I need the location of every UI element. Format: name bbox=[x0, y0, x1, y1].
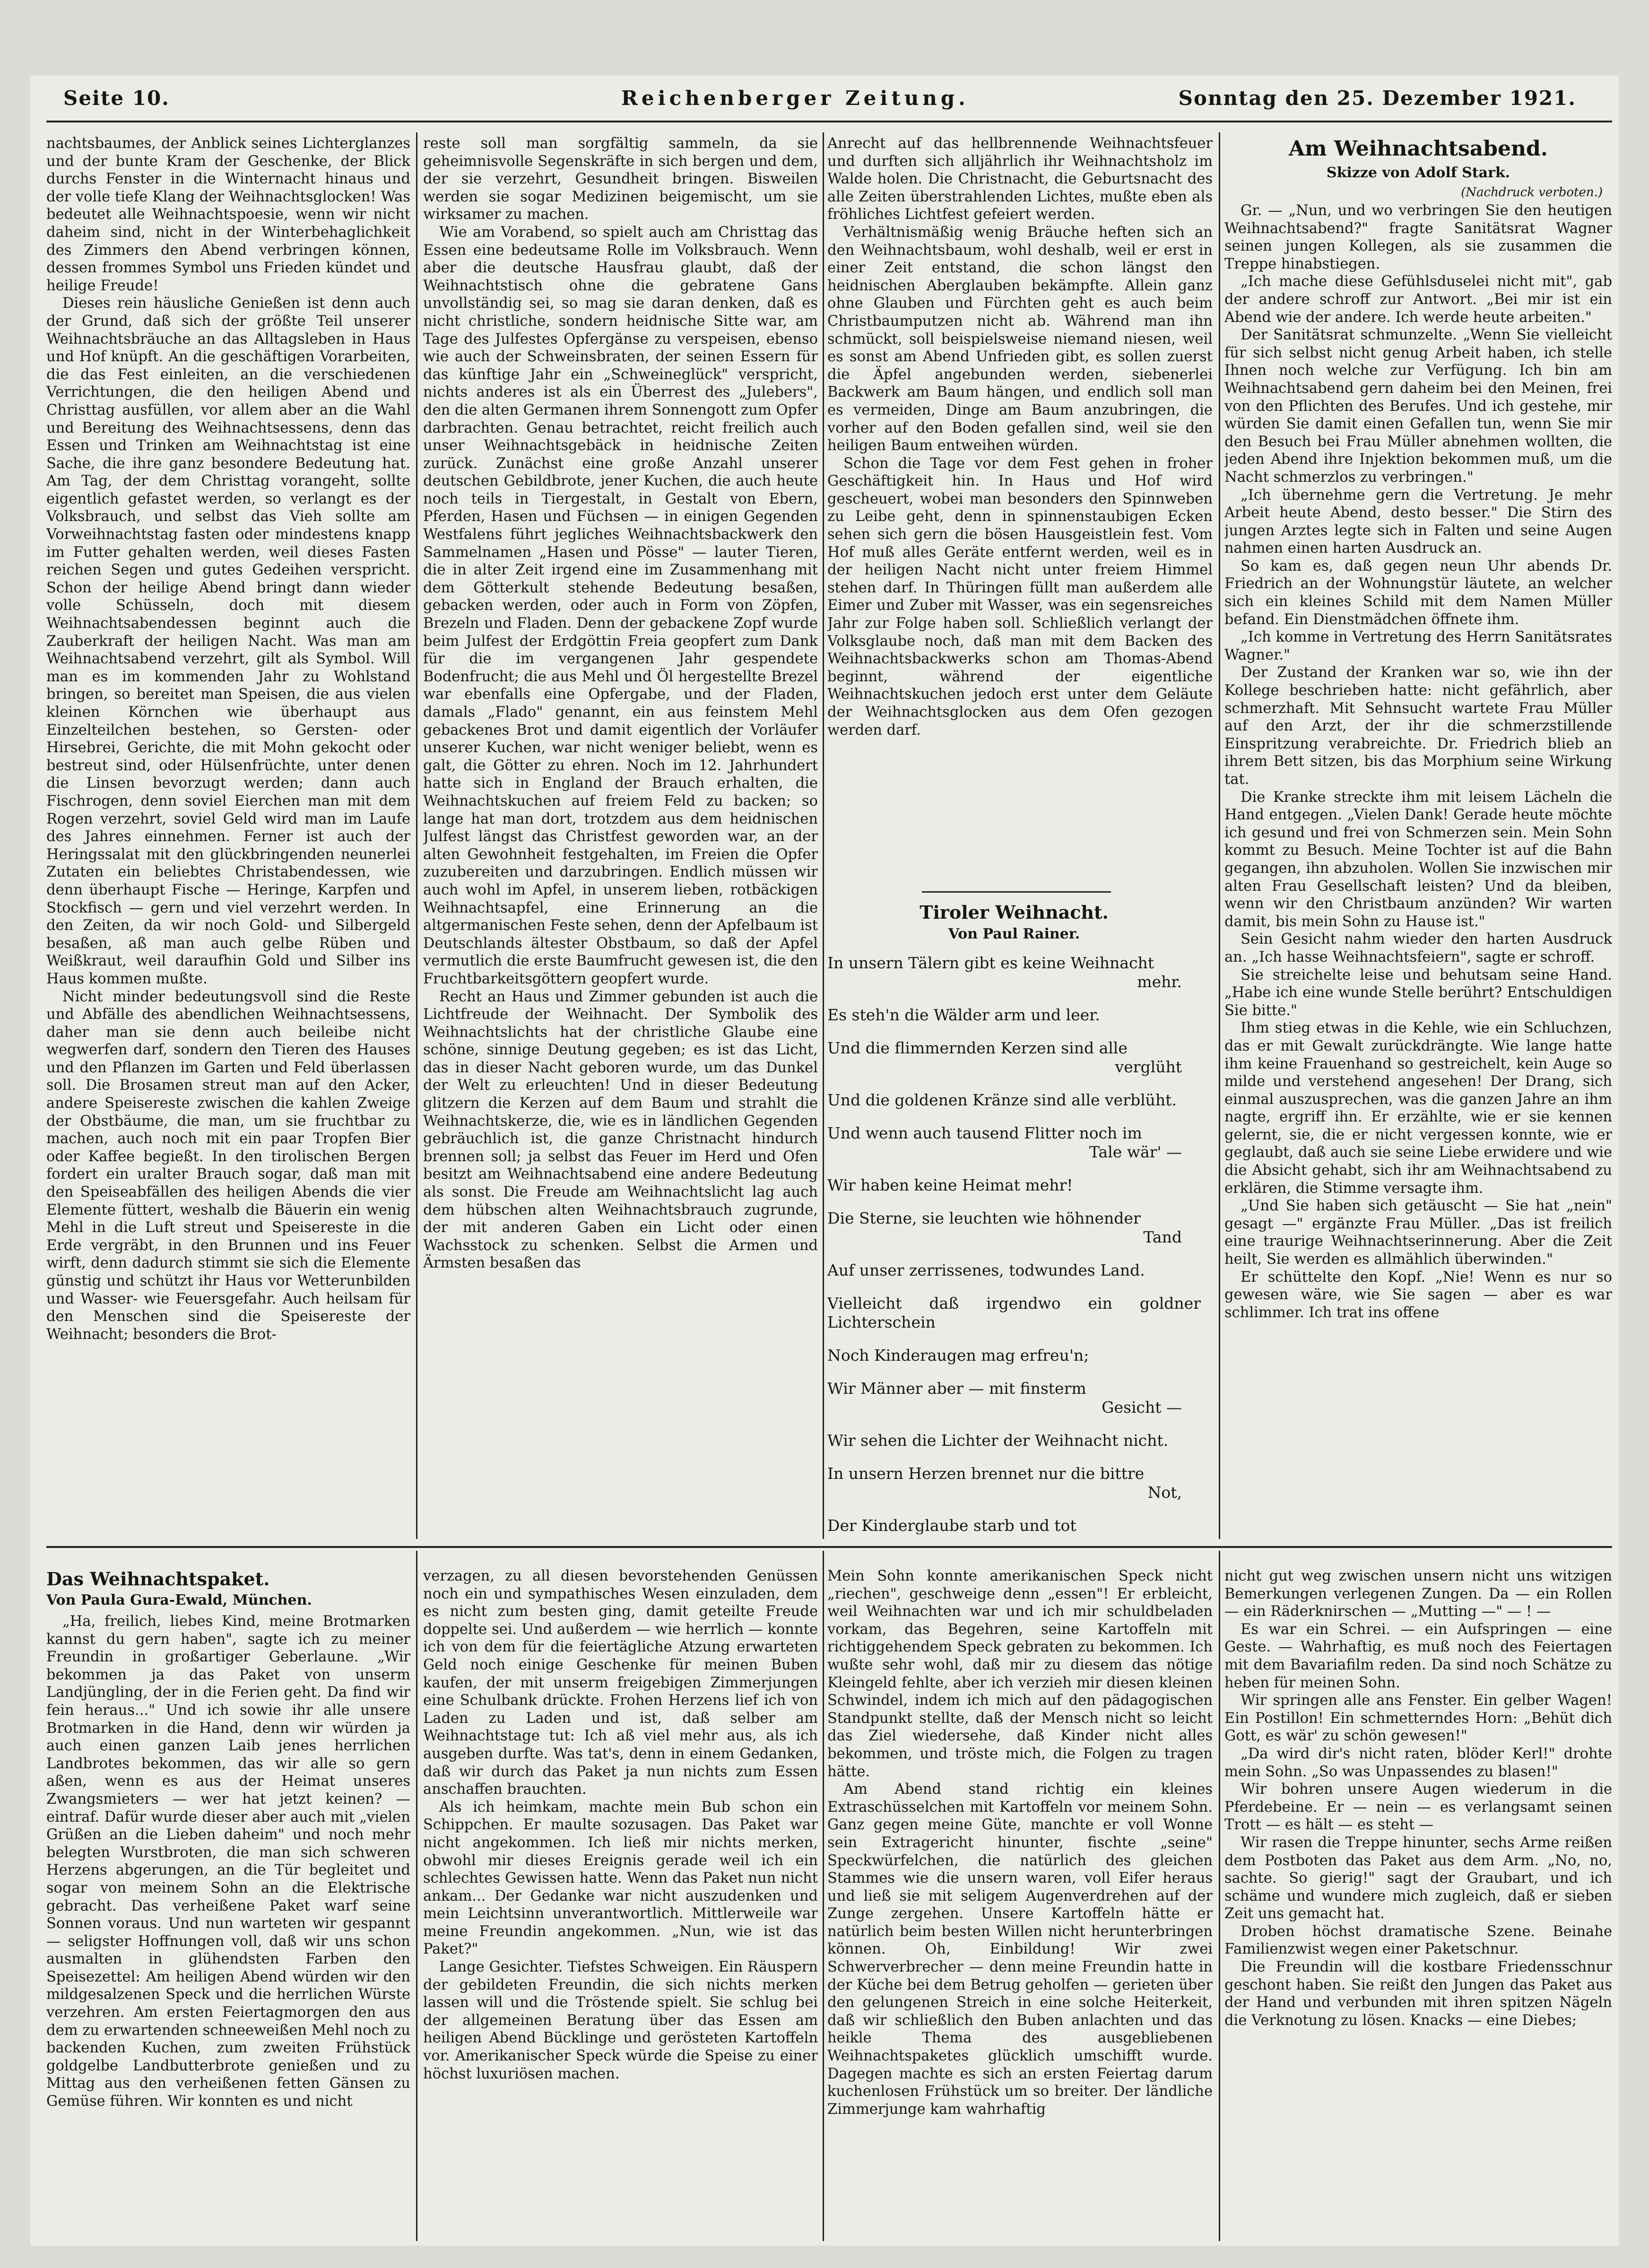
story-body bbox=[1224, 202, 1612, 1321]
poem-line-text: Auf unser zerrissenes, todwundes Land. bbox=[827, 1261, 1145, 1279]
poem-line bbox=[827, 1294, 1201, 1332]
poem-line-continuation: Gesicht — bbox=[1102, 1398, 1182, 1416]
story-title: Das Weihnachtspaket. bbox=[46, 1568, 270, 1590]
column-rule bbox=[1219, 1551, 1220, 2241]
poem-line bbox=[827, 1431, 1201, 1450]
poem-line-continuation: Tale wär' — bbox=[1089, 1143, 1182, 1161]
paragraph: Wir rasen die Treppe hinunter, sechs Arme reißen dem Postboten das Paket aus dem Arm. „No, no, sachte. So gierig!" sagt der Graubart, und ich schäme und wundere mich zugleich, daß er sieben Zeit uns gemacht hat. bbox=[1224, 1834, 1612, 1922]
section-divider bbox=[46, 1546, 1612, 1548]
poem-line-text: Wir sehen die Lichter der Weihnacht nicht. bbox=[827, 1431, 1169, 1450]
poem-line bbox=[827, 1261, 1201, 1280]
paragraph: „Ich mache diese Gefühlsduselei nicht mit", gab der andere schroff zur Antwort. „Bei mir ist ein Abend wie der andere. Ich werde heute arbeiten." bbox=[1224, 273, 1612, 326]
poem-line-text: In unsern Tälern gibt es keine Weihnacht bbox=[827, 954, 1154, 972]
paragraph: „Ich komme in Vertretung des Herrn Sanitätsrates Wagner." bbox=[1224, 629, 1612, 663]
poem-line-text: Und wenn auch tausend Flitter noch im bbox=[827, 1124, 1142, 1142]
pakete-column-1 bbox=[46, 1567, 410, 2241]
poem-line-text: Wir Männer aber — mit finsterm bbox=[827, 1379, 1086, 1398]
paragraph: „Da wird dir's nicht raten, blöder Kerl!" drohte mein Sohn. „So was Unpassendes zu blasen!" bbox=[1224, 1745, 1612, 1780]
paragraph: Die Freundin will die kostbare Friedensschnur geschont haben. Sie reißt den Jungen das Paket aus der Hand und verbunden mit ihren spitzen Nägeln die Verknotung zu lösen. Knacks — eine Diebes; bbox=[1224, 1959, 1612, 2029]
paragraph: Ihm stieg etwas in die Kehle, wie ein Schluchzen, das er mit Gewalt zurückdrängte. Wie lange hatte ihm keine Frauenhand so gestreichelt, kein Auge so milde und verstehend angesehen! Der Drang, sich einmal auszusprechen, was die ganzen Jahre an ihm nagte, ergriff ihn. Er erzählte, wie er sie kennen gelernt, sie, die er nicht vergessen konnte, wie er geglaubt, daß auch sie seine Liebe erwidere und wie die Absicht gehabt, sich ihr am Weihnachtsabend zu erklären, die Stimme versagte ihm. bbox=[1224, 1020, 1612, 1197]
pakete-column-2 bbox=[423, 1567, 818, 2241]
paragraph: reste soll man sorgfältig sammeln, da sie geheimnisvolle Segenskräfte in sich bergen und dem, der sie verzehrt, Gesundheit bringen. Bisweilen werden sie sogar Medizinen beigemischt, um sie wirksamer zu machen. bbox=[423, 135, 818, 223]
paragraph: Mein Sohn konnte amerikanischen Speck nicht „riechen", geschweige denn „essen"! Er erbleicht, weil Weihnachten war und ich mir schuldbeladen vorkam, das Begehren, seine Kartoffeln mit richtiggehendem Speck gebraten zu bekommen. Ich wußte sehr wohl, daß mir zu diesem das nötige Kleingeld fehlte, aber ich verzieh mir diesen kleinen Schwindel, indem ich mich auf den pädagogischen Standpunkt stellte, daß der Mensch nicht so leicht das Ziel wiedersehe, daß Kinder nicht alles bekommen, und tröste mich, die Folgen zu tragen hätte. bbox=[827, 1568, 1213, 1780]
section-rule bbox=[922, 891, 1111, 893]
story-subtitle: Skizze von Adolf Stark. bbox=[1326, 165, 1510, 181]
paragraph: Der Sanitätsrat schmunzelte. „Wenn Sie vielleicht für sich selbst nicht genug Arbeit haben, ich stelle Ihnen noch welche zur Verfügung. Ich bin am Weihnachtsabend gern daheim bei den Meinen, frei von den Pflichten des Berufes. Und ich gestehe, mir würden Sie damit einen Gefallen tun, wenn Sie mir den Besuch bei Frau Müller abnehmen wollten, die jeden Abend ihre Injektion bekommen muß, um die Nacht schmerzlos zu verbringen." bbox=[1224, 327, 1612, 486]
paragraph: So kam es, daß gegen neun Uhr abends Dr. Friedrich an der Wohnungstür läutete, an welcher sich ein kleines Schild mit dem Namen Müller befand. Ein Dienstmädchen öffnete ihm. bbox=[1224, 557, 1612, 628]
poem-line bbox=[827, 1516, 1201, 1534]
poem-title: Tiroler Weihnacht. bbox=[920, 902, 1109, 923]
column-3 bbox=[827, 135, 1213, 896]
paragraph: Anrecht auf das hellbrennende Weihnachtsfeuer und durften sich alljährlich ihr Weihnachtsholz im Walde holen. Die Christnacht, die Geburtsnacht des alle Zeiten überstrahlenden Lichtes, mußte eben als fröhliches Lichtfest gefeiert werden. bbox=[827, 135, 1213, 223]
poem-line-text: Und die goldenen Kränze sind alle verblüht. bbox=[827, 1091, 1177, 1109]
poem-line bbox=[827, 954, 1201, 991]
reprint-note: (Nachdruck verboten.) bbox=[1461, 185, 1603, 200]
poem-line-text: Es steh'n die Wälder arm und leer. bbox=[827, 1006, 1100, 1024]
poem-line bbox=[827, 1124, 1201, 1162]
paragraph: Sie streichelte leise und behutsam seine Hand. „Habe ich eine wunde Stelle berührt? Entschuldigen Sie bitte." bbox=[1224, 966, 1612, 1019]
poem-line bbox=[827, 1006, 1201, 1025]
paragraph: Er schüttelte den Kopf. „Nie! Wenn es nur so gewesen wäre, wie Sie sagen — aber es war schlimmer. Ich trat ins offene bbox=[1224, 1269, 1612, 1321]
column-4 bbox=[1224, 135, 1612, 1534]
column-rule bbox=[823, 132, 824, 1539]
poem-line bbox=[827, 1209, 1201, 1247]
newspaper-name: Reichenberger Zeitung. bbox=[621, 87, 969, 110]
issue-date: Sonntag den 25. Dezember 1921. bbox=[1178, 87, 1576, 110]
column-1 bbox=[46, 135, 410, 1534]
poem-line-continuation: Not, bbox=[1147, 1483, 1182, 1502]
paragraph: Der Zustand der Kranken war so, wie ihn der Kollege beschrieben hatte: nicht gefährlich, aber schmerzhaft. Mit Sehnsucht wartete Frau Müller auf den Arzt, der ihr die schmerzstillende Einspritzung verabreichte. Dr. Friedrich blieb an ihrem Bett sitzen, bis das Morphium seine Wirkung tat. bbox=[1224, 664, 1612, 788]
paragraph: „Ich übernehme gern die Vertretung. Je mehr Arbeit heute Abend, desto besser." Die Stirn des jungen Arztes legte sich in Falten und seine Augen nahmen einen harten Ausdruck an. bbox=[1224, 487, 1612, 557]
masthead bbox=[30, 83, 1576, 116]
poem-line bbox=[827, 1346, 1201, 1365]
page-number: Seite 10. bbox=[63, 87, 170, 110]
poem-line-text: Und die flimmernden Kerzen sind alle bbox=[827, 1039, 1128, 1057]
paragraph: Es war ein Schrei. — ein Aufspringen — eine Geste. — Wahrhaftig, es muß noch des Feiertagen mit dem Bavariafilm reden. Da sind noch Schätze zu heben für meinen Sohn. bbox=[1224, 1621, 1612, 1691]
poem-line-text: In unsern Herzen brennet nur die bittre bbox=[827, 1464, 1145, 1483]
story-author: Von Paula Gura-Ewald, München. bbox=[46, 1592, 312, 1608]
paragraph: „Ha, freilich, liebes Kind, meine Brotmarken kannst du gern haben", sagte ich zu meiner Freundin in großartiger Geberlaune. „Wir bekommen ja das Paket von unserm Landjüngling, der in die Ferien geht. Da find wir fein heraus..." Und ich sowie ihr alle unsere Brotmarken in die Hand, denn wir würden ja auch einen ganzen Laib jenes herrlichen Landbrotes bekommen, das wir alle so gern aßen, wenn es aus der Heimat unseres Zwangsmieters — wer hat jetzt keinen? — eintraf. Dafür wurde dieser aber auch mit „vielen Grüßen an die Lieben daheim" und noch mehr belegten Wurstbroten, die man sich schweren Herzens abgerungen, an die Tür begleitet und sogar von meinem Sohn an die Elektrische gebracht. Das verheißene Paket warf seine Sonnen voraus. Und nun warteten wir gespannt — seligster Hoffnungen voll, daß wir uns schon ausmalten in glühendsten Farben den Speisezettel: Am heiligen Abend würden wir den mildgesalzenen Speck und die herrlichen Würste verzehren. Am ersten Feiertagmorgen den aus dem zu erwartenden schneeweißen Mehl noch zu backenden Kuchen, zum zweiten Frühstück goldgelbe Landbutterbrote genießen und zu Mittag aus den verheißenen fetten Gänsen zu Gemüse führen. Wir konnten es und nicht bbox=[46, 1613, 410, 2110]
column-2 bbox=[423, 135, 818, 1534]
paragraph: Wir springen alle ans Fenster. Ein gelber Wagen! Ein Postillon! Ein schmetterndes Horn: „Behüt dich Gott, es wär' zu schön gewesen!" bbox=[1224, 1692, 1612, 1745]
poem-author: Von Paul Rainer. bbox=[948, 926, 1080, 942]
paragraph: nicht gut weg zwischen unsern nicht uns witzigen Bemerkungen verlegenen Zungen. Da — ein Rollen — ein Räderknirschen — „Mutting —" — ! — bbox=[1224, 1568, 1612, 1620]
poem-line-text: Vielleicht daß irgendwo ein goldner Lichterschein bbox=[827, 1294, 1201, 1331]
pakete-column-4 bbox=[1224, 1567, 1612, 2241]
paragraph: Lange Gesichter. Tiefstes Schweigen. Ein Räuspern der gebildeten Freundin, die sich nichts merken lassen will und die Tröstende spielt. Sie schlug bei der allgemeinen Beratung über das Essen am heiligen Abend Bücklinge und gerösteten Kartoffeln vor. Amerikanischer Speck würde die Speise zu einer höchst luxuriösen machen. bbox=[423, 1959, 818, 2082]
paragraph: Wir bohren unsere Augen wiederum in die Pferdebeine. Er — nein — es verlangsamt seinen Trott — es hält — es steht — bbox=[1224, 1781, 1612, 1834]
paragraph: Wie am Vorabend, so spielt auch am Christtag das Essen eine bedeutsame Rolle im Volksbrauch. Wenn aber die deutsche Hausfrau glaubt, daß der Weihnachtstisch ohne die gebratene Gans unvollständig sei, so mag sie daran denken, daß es nicht christliche, sondern heidnische Sitte war, am Tage des Julfestes Opfergänse zu verspeisen, ebenso wie auch der Schweinsbraten, der seinen Essern für das künftige Jahr ein „Schweineglück" verspricht, nichts anderes ist als ein Überrest des „Julebers", den die alten Germanen ihrem Sonnengott zum Opfer darbrachten. Genau betrachtet, reicht freilich auch unser Weihnachtsgebäck in heidnische Zeiten zurück. Zunächst eine große Anzahl unserer deutschen Gebildbrote, jener Kuchen, die auch heute noch teils in Tiergestalt, in Gestalt von Ebern, Pferden, Hasen und Füchsen — in einigen Gegenden Westfalens führt jegliches Weihnachtsbackwerk den Sammelnamen „Hasen und Pösse" — lauter Tieren, die in alter Zeit irgend eine im Zusammenhang mit dem Götterkult stehende Bedeutung besaßen, gebacken werden, oder auch in Form von Zöpfen, Brezeln und Fladen. Denn der gebackene Zopf wurde beim Julfest der Erdgöttin Freia geopfert zum Dank für die im vergangenen Jahr gespendete Bodenfrucht; die aus Mehl und Öl hergestellte Brezel war ebenfalls eine Opfergabe, und der Fladen, damals „Flado" genannt, ein aus feinstem Mehl gebackenes Brot und damit eigentlich der Vorläufer unserer Kuchen, war nicht weniger beliebt, wenn es galt, die Götter zu ehren. Noch im 12. Jahrhundert hatte sich in England der Brauch erhalten, die Weihnachtskuchen auf freiem Feld zu backen; so lange hat man dort, trotzdem aus dem heidnischen Julfest längst das Christfest geworden war, an der alten Gewohnheit festgehalten, im Freien die Opfer zuzubereiten und darzubringen. Endlich müssen wir auch wohl im Apfel, in unserem lieben, rotbäckigen Weihnachtsapfel, eine Erinnerung an die altgermanischen Feste sehen, denn der Apfelbaum ist Deutschlands ältester Obstbaum, so daß der Apfel vermutlich die erste Baumfrucht gewesen ist, die den Fruchtbarkeitsgöttern geopfert wurde. bbox=[423, 224, 818, 987]
column-rule bbox=[416, 1551, 417, 2241]
poem-line-continuation: verglüht bbox=[1115, 1058, 1182, 1076]
paragraph: Gr. — „Nun, und wo verbringen Sie den heutigen Weihnachtsabend?" fragte Sanitätsrat Wagner seinen jungen Kollegen, als sie zusammen die Treppe hinabstiegen. bbox=[1224, 202, 1612, 272]
masthead-rule bbox=[46, 121, 1612, 122]
poem-line bbox=[827, 1379, 1201, 1417]
paragraph: Recht an Haus und Zimmer gebunden ist auch die Lichtfreude der Weihnacht. Der Symbolik des Weihnachtslichts hat der christliche Glaube eine schöne, sinnige Deutung gegeben; es ist das Licht, das in dieser Nacht geboren wurde, um das Dunkel der Welt zu erleuchten! Und in dieser Bedeutung glitzern die Kerzen auf dem Baum und strahlt die Weihnachtskerze, die, wie es in ländlichen Gegenden gebräuchlich ist, die ganze Christnacht hindurch brennen soll; ja selbst das Feuer im Herd und Ofen besitzt am Weihnachtsabend eine andere Bedeutung als sonst. Die Freude am Weihnachtslicht lag auch dem hübschen alten Weihnachtsbrauch zugrunde, der mit anderen Gaben ein Licht oder einen Wachsstock zu schenken. Selbst die Armen und Ärmsten besaßen das bbox=[423, 988, 818, 1272]
column-rule bbox=[823, 1551, 824, 2241]
paragraph: nachtsbaumes, der Anblick seines Lichterglanzes und der bunte Kram der Geschenke, der Blick durchs Fenster in die Winternacht hinaus und der volle tiefe Klang der Weihnachtsglocken! Was bedeutet alle Weihnachtspoesie, wenn wir nicht daheim sind, nicht in der Winterbehaglichkeit des Zimmers den Abend verbringen können, dessen frommes Symbol uns Frieden kündet und heilige Freude! bbox=[46, 135, 410, 294]
poem-line-text: Der Kinderglaube starb und tot bbox=[827, 1516, 1076, 1534]
column-rule bbox=[1219, 132, 1220, 1539]
paragraph: Als ich heimkam, machte mein Bub schon ein Schippchen. Er maulte sozusagen. Das Paket war nicht angekommen. Ich ließ mir nichts merken, obwohl mir dieses Ereignis gerade weil ich ein schlechtes Gewissen hatte. Wenn das Paket nun nicht ankam... Der Gedanke war nicht auszudenken und mein Leichtsinn unverantwortlich. Mittlerweile war meine Freundin angekommen. „Nun, wie ist das Paket?" bbox=[423, 1799, 818, 1958]
poem-line-continuation: Tand bbox=[1143, 1228, 1182, 1246]
paragraph: Die Kranke streckte ihm mit leisem Lächeln die Hand entgegen. „Vielen Dank! Gerade heute möchte ich gesund und frei von Schmerzen sein. Mein Sohn kommt zu Besuch. Meine Tochter ist auf die Bahn gegangen, ihn abzuholen. Wollen Sie inzwischen mir alten Frau Gesellschaft leisten? Und da bleiben, wenn wir den Christbaum anzünden? Wir warten damit, bis mein Sohn zu Hause ist." bbox=[1224, 789, 1612, 930]
poem-line bbox=[827, 1091, 1201, 1110]
paragraph: Nicht minder bedeutungsvoll sind die Reste und Abfälle des abendlichen Weihnachtsessens, daher man sie denn auch beileibe nicht wegwerfen darf, sondern den Tieren des Hauses und den Pflanzen im Garten und Feld überlassen soll. Die Brosamen streut man auf den Acker, andere Speisereste zwischen die kahlen Zweige der Obstbäume, die man, um sie fruchtbar zu machen, auch noch mit ein paar Tropfen Bier oder Kaffee begießt. In den tirolischen Bergen fordert ein uralter Brauch sogar, daß man mit den Speiseabfällen des heiligen Abends die vier Elemente füttert, weshalb die Bäuerin ein wenig Mehl in die Luft streut und Speisereste in die Erde vergräbt, in den Brunnen und ins Feuer wirft, denn dadurch stimmt sie sich die Elemente günstig und schützt ihr Haus vor Wetterunbilden und Wasser- wie Feuersgefahr. Auch heilsam für den Menschen sind die Speisereste der Weihnacht; besonders die Brot- bbox=[46, 988, 410, 1343]
poem-line bbox=[827, 1464, 1201, 1502]
paragraph: Sein Gesicht nahm wieder den harten Ausdruck an. „Ich hasse Weihnachtsfeiern", sagte er schroff. bbox=[1224, 931, 1612, 965]
paragraph: Am Abend stand richtig ein kleines Extraschüsselchen mit Kartoffeln vor meinem Sohn. Ganz gegen meine Güte, manchte er voll Wonne sein Extragericht hinunter, fischte „seine" Speckwürfelchen, die natürlich des gleichen Stammes wie die unsern waren, voll Eifer heraus und ließ sie mit seligem Augenverdrehen auf der Zunge zergehen. Unsere Kartoffeln hätte er natürlich beim besten Willen nicht herunterbringen können. Oh, Einbildung! Wir zwei Schwerverbrecher — denn meine Freundin hatte in der Küche bei dem Betrug geholfen — gerieten über den gelungenen Streich in eine solche Heiterkeit, daß wir schließlich den Buben anlachten und das heikle Thema des ausgebliebenen Weihnachtspaketes glücklich umschifft wurde. Dagegen machte es sich an ersten Feiertag darum kuchenlosen Frühstück um so breiter. Der ländliche Zimmerjunge kam wahrhaftig bbox=[827, 1781, 1213, 2118]
poem-line-text: Wir haben keine Heimat mehr! bbox=[827, 1176, 1073, 1194]
poem-line bbox=[827, 1039, 1201, 1077]
paragraph: „Und Sie haben sich getäuscht — Sie hat „nein" gesagt —" ergänzte Frau Müller. „Das ist freilich eine traurige Weihnachtserinnerung. Aber die Zeit heilt, Sie werden es allmählich überwinden." bbox=[1224, 1198, 1612, 1268]
column-rule bbox=[416, 132, 417, 1539]
paragraph: Verhältnismäßig wenig Bräuche heften sich an den Weihnachtsbaum, wohl deshalb, weil er erst in einer Zeit entstand, die schon längst den heidnischen Aberglauben bekämpfte. Allein ganz ohne Glauben und Fürchten geht es auch beim Christbaumputzen nicht ab. Während man ihn schmückt, soll beispielsweise niemand niesen, weil es sonst am Abend Unfrieden gibt, es sollen zuerst die Äpfel angebunden werden, siebenerlei Backwerk am Baum hängen, und endlich soll man es vermeiden, Dinge am Baum anzubringen, die vorher auf den Boden gefallen sind, weil sie den heiligen Baum entweihen würden. bbox=[827, 224, 1213, 454]
paragraph: Dieses rein häusliche Genießen ist denn auch der Grund, daß sich der größte Teil unserer Weihnachtsbräuche an das Alltagsleben in Haus und Hof knüpft. An die geschäftigen Vorarbeiten, die das Fest einleiten, an die verschiedenen Verrichtungen, die den heiligen Abend und Christtag ausfüllen, vor allem aber an die Wahl und Bereitung des Weihnachtsessens, denn das Essen und Trinken am Weihnachtstag ist eine Sache, die ihre ganz besondere Bedeutung hat. Am Tag, der dem Christtag vorangeht, sollte eigentlich gefastet werden, so verlangt es der Volksbrauch, und selbst das Vieh sollte am Vorweihnachtstag fasten oder mindestens knapp im Futter gehalten werden, weil dieses Fasten reichen Segen und gutes Gedeihen verspricht. Schon der heilige Abend bringt dann wieder volle Schüsseln, doch mit diesem Weihnachtsabendessen beginnt auch die Zauberkraft der heiligen Nacht. Was man am Weihnachtsabend verzehrt, gilt als Symbol. Will man es im kommenden Jahr zu Wohlstand bringen, so bereitet man Speisen, die aus vielen kleinen Körnchen wie überhaupt aus Einzelteilchen bestehen, so Gersten- oder Hirsebrei, Gerichte, die mit Mohn gekocht oder bestreut sind, oder Hülsenfrüchte, unter denen die Linsen bevorzugt werden; dann auch Fischrogen, denn soviel Eierchen man mit dem Rogen verzehrt, soviel Geld wird man im Laufe des Jahres einnehmen. Ferner ist auch der Heringssalat mit den glückbringenden neunerlei Zutaten ein beliebtes Christabendessen, wie denn überhaupt Fische — Heringe, Karpfen und Stockfisch — gern und viel verzehrt werden. In den Zeiten, da wir noch Gold- und Silbergeld besaßen, aß man auch gelbe Rüben und Weißkraut, weil daraufhin Gold und Silber ins Haus kommen mußte. bbox=[46, 295, 410, 987]
paragraph: verzagen, zu all diesen bevorstehenden Genüssen noch ein und sympathisches Wesen einzuladen, dem es nicht zum besten ging, damit geteilte Freude doppelte sei. Und außerdem — wie herrlich — konnte ich von dem für die feiertägliche Atzung erwarteten Geld noch einige Geschenke für meinen Buben kaufen, der mit unserm freigebigen Zimmerjungen eine Schulbank drückte. Frohen Herzens lief ich von Laden zu Laden und ist, daß selber am Weihnachtstage tut: Ich aß viel mehr aus, als ich ausgeben durfte. Was tat's, denn in einem Gedanken, daß wir durch das Paket ja nun nichts zum Essen anschaffen brauchten. bbox=[423, 1568, 818, 1798]
poem-line bbox=[827, 1176, 1201, 1195]
pakete-column-3 bbox=[827, 1567, 1213, 2241]
story-title: Am Weihnachtsabend. bbox=[1288, 137, 1548, 161]
poem-line-text: Die Sterne, sie leuchten wie höhnender bbox=[827, 1209, 1141, 1227]
poem-line-continuation: mehr. bbox=[1137, 973, 1182, 991]
poem-lines bbox=[827, 954, 1201, 1534]
paragraph: Schon die Tage vor dem Fest gehen in froher Geschäftigkeit hin. In Haus und Hof wird gescheuert, wobei man besonders den Spinnweben zu Leibe geht, denn in spinnenstaubigen Ecken sehen sich gern die bösen Hausgeistlein fest. Vom Hof muß alles Geräte entfernt werden, weil es in der heiligen Nacht nicht unter freiem Himmel stehen darf. In Thüringen füllt man außerdem alle Eimer und Zuber mit Wasser, was ein segensreiches Jahr zur Folge haben soll. Schließlich verlangt der Volksglaube noch, daß man mit dem Backen des Weihnachtsbackwerks schon am Thomas-Abend beginnt, während der eigentliche Weihnachtskuchen jedoch erst unter dem Geläute der Weihnachtsglocken aus dem Ofen gezogen werden darf. bbox=[827, 455, 1213, 739]
poem-tiroler-weihnacht bbox=[827, 901, 1201, 1534]
paragraph: Droben höchst dramatische Szene. Beinahe Familienzwist wegen einer Paketschnur. bbox=[1224, 1923, 1612, 1958]
poem-line-text: Noch Kinderaugen mag erfreu'n; bbox=[827, 1346, 1089, 1364]
